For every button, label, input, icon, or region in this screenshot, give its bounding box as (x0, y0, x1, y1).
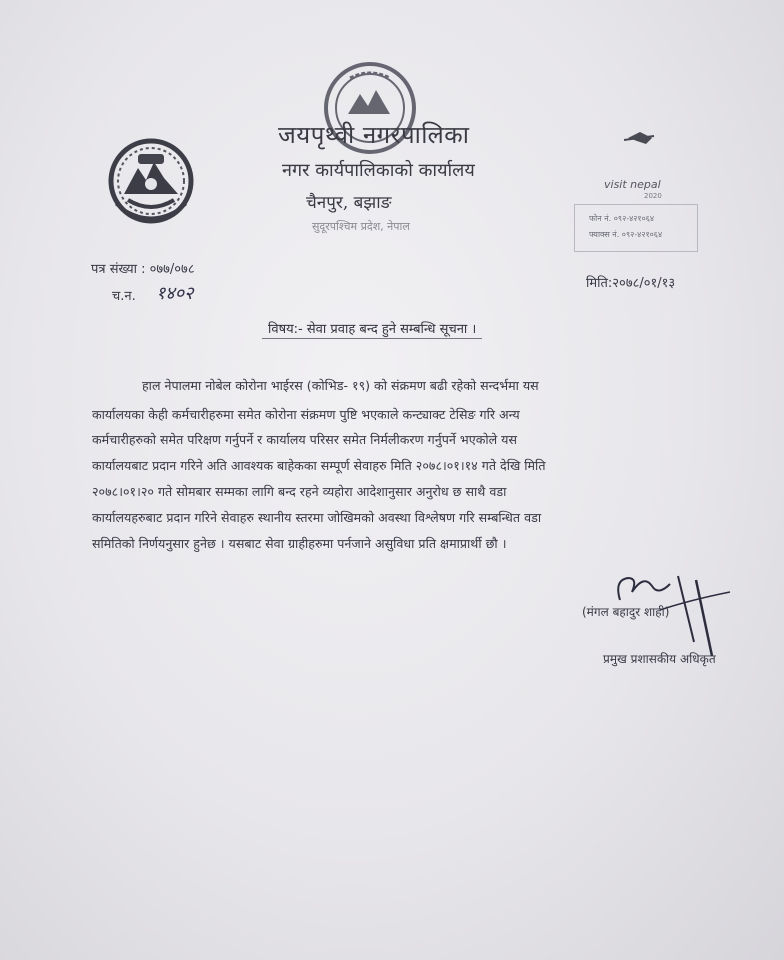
body-line: कार्यालयबाट प्रदान गरिने अति आवश्यक बाहेकका सम्पूर्ण सेवाहरु मिति २०७८।०१।१४ गते देखि मिति (92, 458, 546, 473)
body-line: कर्मचारीहरुको समेत परिक्षण गर्नुपर्ने र कार्यालय परिसर समेत निर्मलीकरण गर्नुपर्ने भएकोले यस (92, 432, 517, 447)
body-line: कार्यालयहरुबाट प्रदान गरिने सेवाहरु स्थानीय स्तरमा जोखिमको अवस्था विश्लेषण गरि सम्बन्धित वडा (92, 510, 542, 525)
signer-name: (मंगल बहादुर शाही) (582, 605, 670, 619)
fax-number: फ्याक्स नं. ०९२-४२१०६४ (589, 230, 663, 239)
body-line: समितिको निर्णयनुसार हुनेछ । यसबाट सेवा ग्राहीहरुमा पर्नजाने असुविधा प्रति क्षमाप्रार्थी छौ । (92, 536, 507, 551)
office-name: नगर कार्यपालिकाको कार्यालय (282, 160, 475, 181)
subject-line: विषय:- सेवा प्रवाह बन्द हुने सम्बन्धि सूचना । (262, 318, 482, 339)
reference-number: पत्र संख्या : ०७७/०७८ (91, 262, 195, 277)
organization-title: जयपृथ्वी नगरपालिका (278, 121, 470, 149)
visit-nepal-year: 2020 (644, 192, 662, 200)
province-line: सुदूरपश्चिम प्रदेश, नेपाल (312, 220, 410, 233)
signer-title: प्रमुख प्रशासकीय अधिकृत (603, 652, 716, 666)
body-line: कार्यालयका केही कर्मचारीहरुमा समेत कोरोना संक्रमण पुष्टि भएकाले कन्ट्याक्ट टेसिङ गरि अन्य (92, 407, 520, 422)
visit-nepal-text: visit nepal (604, 178, 661, 191)
dispatch-number: १४०२ (156, 283, 194, 304)
body-line: २०७८।०१।२० गते सोमबार सम्मका लागि बन्द रहने व्यहोरा आदेशानुसार अनुरोध छ साथै वडा (92, 484, 507, 499)
contact-box (574, 204, 698, 252)
body-line: हाल नेपालमा नोबेल कोरोना भाईरस (कोभिड- १९) को संक्रमण बढी रहेको सन्दर्भमा यस (142, 378, 539, 393)
office-address: चैनपुर, बझाङ (306, 193, 392, 213)
phone-number: फोन नं. ०९२-४२१०६४ (589, 214, 655, 223)
nepal-emblem-icon (104, 134, 198, 228)
visit-nepal-logo (600, 130, 704, 202)
letter-date: मिति:२०७८/०१/१३ (586, 276, 676, 291)
dispatch-label: च.न. (112, 289, 136, 304)
